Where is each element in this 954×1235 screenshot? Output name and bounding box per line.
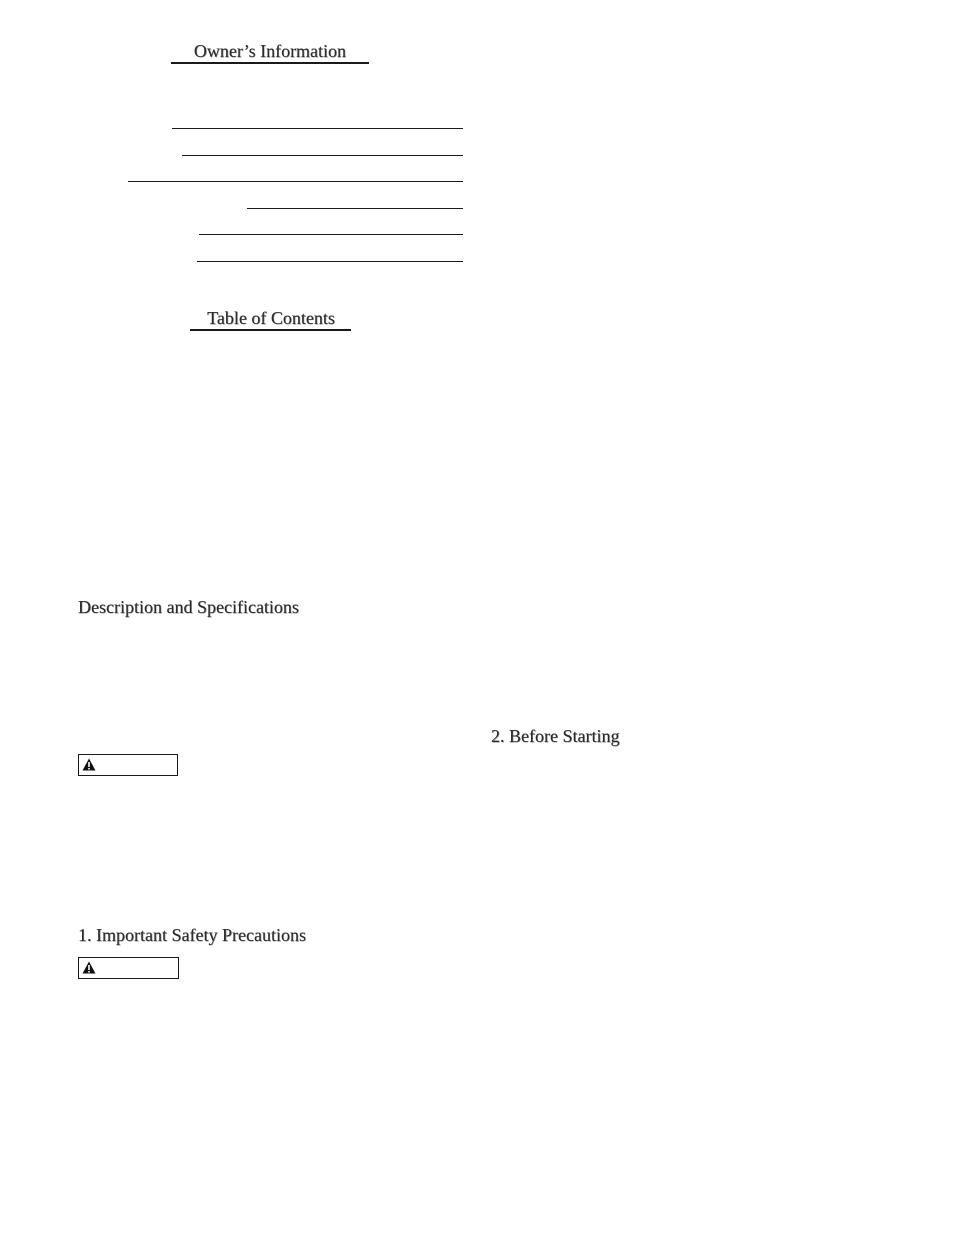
owner-info-blank-line[interactable]	[199, 234, 463, 235]
description-specifications-heading: Description and Specifications	[78, 597, 299, 617]
before-starting-heading: 2. Before Starting	[491, 726, 620, 746]
warning-label-box	[78, 754, 178, 776]
table-of-contents-heading: Table of Contents	[207, 308, 335, 328]
owners-information-heading: Owner’s Information	[193, 41, 347, 61]
owner-info-blank-line[interactable]	[128, 181, 463, 182]
owner-info-blank-line[interactable]	[247, 208, 463, 209]
owner-info-blank-line[interactable]	[182, 155, 463, 156]
warning-triangle-icon	[82, 758, 96, 771]
table-of-contents-underline	[190, 329, 351, 331]
owner-info-blank-line[interactable]	[172, 128, 463, 129]
owners-information-underline	[171, 62, 369, 64]
warning-label-box	[78, 957, 179, 979]
warning-triangle-icon	[82, 961, 96, 974]
owner-info-blank-line[interactable]	[197, 261, 463, 262]
safety-precautions-heading: 1. Important Safety Precautions	[78, 925, 306, 945]
